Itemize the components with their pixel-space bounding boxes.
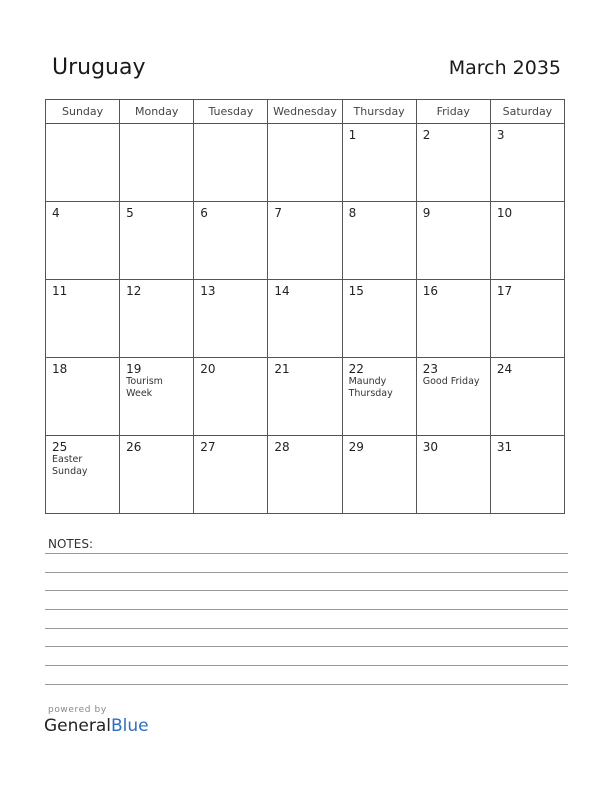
logo-blue: Blue	[111, 716, 149, 736]
day-number: 6	[200, 206, 208, 220]
week-row	[46, 358, 565, 436]
day-cell	[120, 202, 194, 280]
day-number: 31	[496, 440, 513, 454]
holiday-label: Maundy Thursday	[348, 376, 393, 399]
day-number: 23	[422, 362, 438, 376]
holiday-label: Tourism Week	[126, 376, 163, 399]
day-cell	[416, 124, 490, 202]
notes-line	[45, 628, 568, 629]
day-cell	[194, 124, 268, 202]
day-number: 28	[274, 440, 290, 454]
day-cell	[342, 436, 416, 514]
day-cell	[268, 124, 342, 202]
week-row	[46, 202, 565, 280]
notes-line	[45, 665, 568, 666]
day-cell	[268, 358, 342, 436]
day-cell	[416, 280, 490, 358]
notes-line	[45, 553, 568, 554]
week-row	[46, 436, 565, 514]
day-cell	[46, 358, 120, 436]
day-number: 27	[200, 440, 216, 454]
day-number: 18	[52, 362, 68, 376]
powered-by-text: powered by	[48, 705, 107, 715]
day-cell	[416, 358, 490, 436]
weekday-friday: Friday	[416, 100, 490, 124]
notes-label: NOTES:	[48, 537, 93, 551]
day-number: 24	[496, 362, 513, 376]
day-number: 21	[274, 362, 290, 376]
day-cell	[416, 436, 490, 514]
logo-general: General	[44, 716, 111, 736]
day-number: 16	[422, 284, 438, 298]
day-cell	[268, 202, 342, 280]
day-number: 17	[496, 284, 513, 298]
day-cell	[342, 202, 416, 280]
day-cell	[194, 280, 268, 358]
calendar-grid	[45, 99, 565, 514]
notes-line	[45, 646, 568, 647]
week-row	[46, 280, 565, 358]
day-number: 9	[422, 206, 431, 220]
day-number: 7	[274, 206, 283, 220]
day-cell	[342, 280, 416, 358]
day-number: 2	[422, 128, 431, 142]
holiday-label: Easter Sunday	[52, 454, 88, 477]
weekday-thursday: Thursday	[342, 100, 416, 124]
week-row	[46, 124, 565, 202]
day-cell	[194, 436, 268, 514]
day-number: 8	[348, 206, 357, 220]
day-cell	[490, 358, 564, 436]
country-title: Uruguay	[52, 55, 146, 80]
day-cell	[120, 124, 194, 202]
day-cell	[46, 202, 120, 280]
day-number: 29	[348, 440, 364, 454]
day-number: 30	[422, 440, 438, 454]
day-number: 22	[348, 362, 364, 376]
day-number: 12	[126, 284, 142, 298]
weekday-header-row	[46, 100, 565, 124]
day-cell	[120, 280, 194, 358]
generalblue-logo	[44, 716, 149, 736]
day-cell	[46, 124, 120, 202]
day-cell	[342, 124, 416, 202]
day-cell	[194, 358, 268, 436]
day-cell	[46, 280, 120, 358]
notes-line	[45, 590, 568, 591]
holiday-label: Good Friday	[422, 376, 480, 387]
notes-line	[45, 609, 568, 610]
weekday-saturday: Saturday	[490, 100, 564, 124]
day-cell	[120, 358, 194, 436]
day-number: 3	[496, 128, 505, 142]
day-cell	[490, 202, 564, 280]
day-cell	[268, 436, 342, 514]
weekday-tuesday: Tuesday	[194, 100, 268, 124]
notes-line	[45, 572, 568, 573]
day-number: 14	[274, 284, 290, 298]
day-number: 11	[52, 284, 68, 298]
day-number: 5	[126, 206, 134, 220]
day-cell	[416, 202, 490, 280]
day-number: 25	[52, 440, 68, 454]
day-cell	[46, 436, 120, 514]
day-cell	[120, 436, 194, 514]
day-number: 10	[496, 206, 513, 220]
day-number: 13	[200, 284, 216, 298]
day-cell	[268, 280, 342, 358]
day-cell	[194, 202, 268, 280]
weekday-wednesday: Wednesday	[268, 100, 342, 124]
day-cell	[490, 436, 564, 514]
day-cell	[342, 358, 416, 436]
month-year: March 2035	[448, 57, 561, 79]
day-number: 4	[52, 206, 60, 220]
day-number: 15	[348, 284, 364, 298]
notes-line	[45, 684, 568, 685]
day-cell	[490, 280, 564, 358]
day-number: 20	[200, 362, 216, 376]
weekday-sunday: Sunday	[46, 100, 120, 124]
day-cell	[490, 124, 564, 202]
day-number: 1	[348, 128, 357, 142]
day-number: 26	[126, 440, 142, 454]
day-number: 19	[126, 362, 142, 376]
weekday-monday: Monday	[120, 100, 194, 124]
